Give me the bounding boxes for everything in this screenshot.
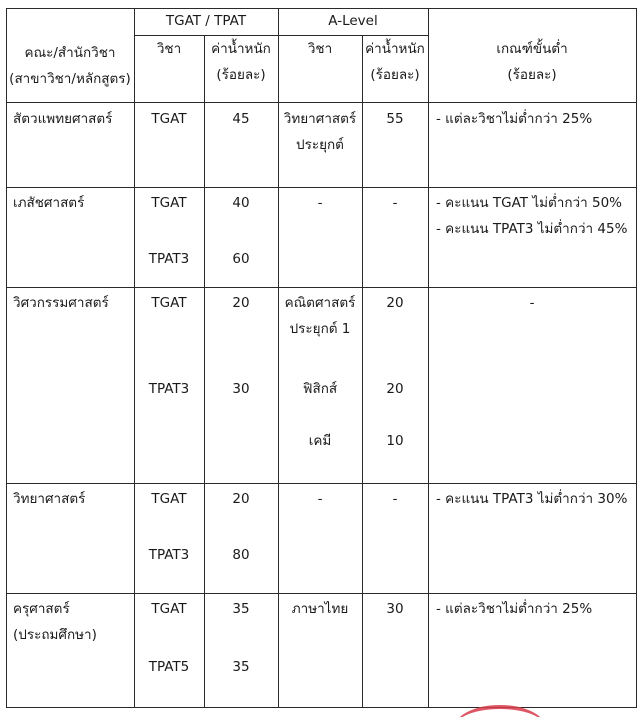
criteria-text: - คะแนน TPAT3 ไม่ต่ำกว่า 45%	[436, 221, 628, 237]
alevel-weight: 10	[386, 433, 404, 449]
column-divider	[428, 8, 429, 708]
tpat-weight: 35	[232, 659, 250, 675]
header-alevel-subject: วิชา	[307, 41, 333, 57]
tpat-subject: TPAT3	[148, 251, 190, 267]
tgat-weight: 20	[232, 295, 250, 311]
table-border-bottom	[6, 707, 636, 708]
tgat-weight: 35	[232, 601, 250, 617]
alevel-subject: -	[317, 195, 323, 211]
alevel-subject: -	[317, 491, 323, 507]
row-divider	[6, 287, 636, 288]
table-border-left	[6, 8, 7, 708]
alevel-weight: 20	[386, 381, 404, 397]
row-divider	[6, 187, 636, 188]
alevel-subject: ภาษาไทย	[291, 601, 349, 617]
tgat-subject: TGAT	[151, 111, 187, 127]
criteria-text: -	[529, 295, 535, 311]
criteria-text: - แต่ละวิชาไม่ต่ำกว่า 25%	[436, 111, 593, 127]
row-divider	[6, 593, 636, 594]
header-tgat-tpat: TGAT / TPAT	[165, 13, 247, 29]
tgat-weight: 45	[232, 111, 250, 127]
header-alevel: A-Level	[328, 13, 378, 29]
header-faculty: คณะ/สำนักวิชา (สาขาวิชา/หลักสูตร)	[9, 45, 131, 87]
tgat-weight: 20	[232, 491, 250, 507]
tpat-subject: TPAT5	[148, 659, 190, 675]
alevel-weight: -	[392, 195, 398, 211]
table-border-right	[636, 8, 637, 708]
criteria-text: - คะแนน TPAT3 ไม่ต่ำกว่า 30%	[436, 491, 628, 507]
alevel-subject: ฟิสิกส์	[302, 381, 338, 397]
alevel-weight: 55	[386, 111, 404, 127]
tgat-subject: TGAT	[151, 295, 187, 311]
faculty-name: วิศวกรรมศาสตร์	[13, 295, 109, 311]
tgat-subject: TGAT	[151, 491, 187, 507]
criteria-text: - แต่ละวิชาไม่ต่ำกว่า 25%	[436, 601, 593, 617]
alevel-subject: คณิตศาสตร์ ประยุกต์ 1	[284, 295, 356, 337]
row-divider	[6, 483, 636, 484]
tgat-weight: 40	[232, 195, 250, 211]
alevel-weight: 30	[386, 601, 404, 617]
header-bottom-rule	[6, 102, 636, 103]
tpat-subject: TPAT3	[148, 547, 190, 563]
alevel-weight: 20	[386, 295, 404, 311]
header-alevel-weight: ค่าน้ำหนัก (ร้อยละ)	[365, 41, 425, 83]
alevel-weight: -	[392, 491, 398, 507]
header-criteria: เกณฑ์ขั้นต่ำ (ร้อยละ)	[496, 41, 568, 83]
faculty-name: เภสัชศาสตร์	[13, 195, 85, 211]
tpat-weight: 30	[232, 381, 250, 397]
tpat-weight: 60	[232, 251, 250, 267]
tgat-subject: TGAT	[151, 195, 187, 211]
header-tgat-weight: ค่าน้ำหนัก (ร้อยละ)	[211, 41, 271, 83]
tpat-subject: TPAT3	[148, 381, 190, 397]
tpat-weight: 80	[232, 547, 250, 563]
faculty-name: สัตวแพทยศาสตร์	[13, 111, 113, 127]
tgat-subject: TGAT	[151, 601, 187, 617]
faculty-name: ครุศาสตร์ (ประถมศึกษา)	[13, 601, 97, 643]
criteria-text: - คะแนน TGAT ไม่ต่ำกว่า 50%	[436, 195, 622, 211]
alevel-subject: เคมี	[308, 433, 332, 449]
faculty-name: วิทยาศาสตร์	[13, 491, 86, 507]
header-tgat-subject: วิชา	[156, 41, 182, 57]
alevel-subject: วิทยาศาสตร์ ประยุกต์	[283, 111, 357, 153]
